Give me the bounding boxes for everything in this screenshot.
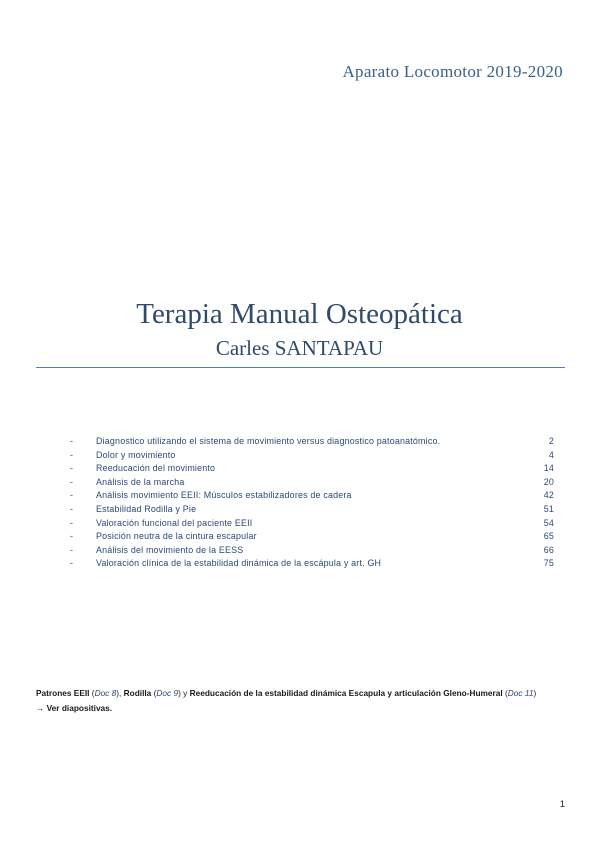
toc-bullet: - — [70, 449, 74, 460]
toc-entry[interactable] — [70, 558, 554, 572]
toc-entry[interactable] — [70, 450, 554, 464]
title-divider — [36, 367, 565, 368]
note-see-slides: Ver diapositivas. — [44, 703, 113, 713]
toc-entry[interactable] — [70, 504, 554, 518]
note-topic-patrones: Patrones EEII — [36, 688, 90, 698]
toc-entry[interactable] — [70, 463, 554, 477]
toc-entry-page: 51 — [543, 503, 554, 514]
title-block — [0, 296, 599, 362]
toc-entry-page: 20 — [543, 476, 554, 487]
note-paren: ( — [502, 688, 508, 698]
page-number: 1 — [559, 799, 565, 810]
author-name: Carles SANTAPAU — [215, 336, 384, 360]
toc-entry-page: 66 — [543, 544, 554, 555]
supplementary-note — [36, 686, 565, 716]
note-paren: ), — [116, 688, 124, 698]
toc-entry-page: 75 — [543, 558, 554, 569]
toc-entry-page: 14 — [543, 463, 554, 474]
toc-entry-title: Análisis movimiento EEII: Músculos estabilizadores de cadera — [96, 490, 352, 501]
toc-entry[interactable] — [70, 531, 554, 545]
toc-bullet: - — [70, 544, 74, 555]
toc-entry-title: Estabilidad Rodilla y Pie — [96, 503, 197, 514]
table-of-contents — [70, 436, 554, 572]
toc-entry-title: Dolor y movimiento — [96, 449, 176, 460]
note-paren: ) y — [178, 688, 190, 698]
toc-bullet: - — [70, 490, 74, 501]
toc-entry[interactable] — [70, 545, 554, 559]
toc-bullet: - — [70, 463, 74, 474]
note-topic-escapula: Reeducación de la estabilidad dinámica Escapula y articulación Gleno-Humeral — [189, 688, 503, 698]
toc-bullet: - — [70, 531, 74, 542]
toc-entry-title: Posición neutra de la cintura escapular — [96, 531, 257, 542]
document-title: Terapia Manual Osteopática — [136, 298, 463, 330]
toc-entry-page: 42 — [543, 490, 554, 501]
toc-entry-page: 65 — [543, 531, 554, 542]
toc-entry-title: Reeducación del movimiento — [96, 463, 216, 474]
toc-entry[interactable] — [70, 490, 554, 504]
note-topic-rodilla: Rodilla — [123, 688, 152, 698]
toc-bullet: - — [70, 476, 74, 487]
toc-entry-page: 54 — [543, 517, 554, 528]
note-paren: ( — [89, 688, 95, 698]
note-doc-ref: Doc 11 — [507, 688, 534, 698]
arrow-right-icon: → — [36, 703, 45, 713]
toc-entry[interactable] — [70, 477, 554, 491]
toc-entry-title: Diagnostico utilizando el sistema de movimiento versus diagnostico patoanatómico. — [96, 436, 441, 446]
toc-entry-title: Análisis del movimiento de la EESS — [96, 544, 244, 555]
toc-entry-title: Valoración clínica de la estabilidad dinámica de la escápula y art. GH — [96, 558, 382, 569]
toc-entry[interactable] — [70, 518, 554, 532]
toc-entry-title: Valoración funcional del paciente EEII — [96, 517, 253, 528]
toc-bullet: - — [70, 517, 74, 528]
toc-bullet: - — [70, 558, 74, 569]
toc-entry-title: Análisis de la marcha — [96, 476, 185, 487]
toc-bullet: - — [70, 436, 74, 446]
toc-entry-page: 4 — [548, 449, 554, 460]
toc-entry-page: 2 — [548, 436, 554, 446]
course-header: Aparato Locomotor 2019-2020 — [342, 62, 563, 81]
toc-entry[interactable] — [70, 436, 554, 450]
note-doc-ref: Doc 9 — [156, 688, 179, 698]
note-paren: ( — [151, 688, 157, 698]
note-doc-ref: Doc 8 — [94, 688, 117, 698]
toc-bullet: - — [70, 503, 74, 514]
note-paren: ) — [533, 688, 537, 698]
